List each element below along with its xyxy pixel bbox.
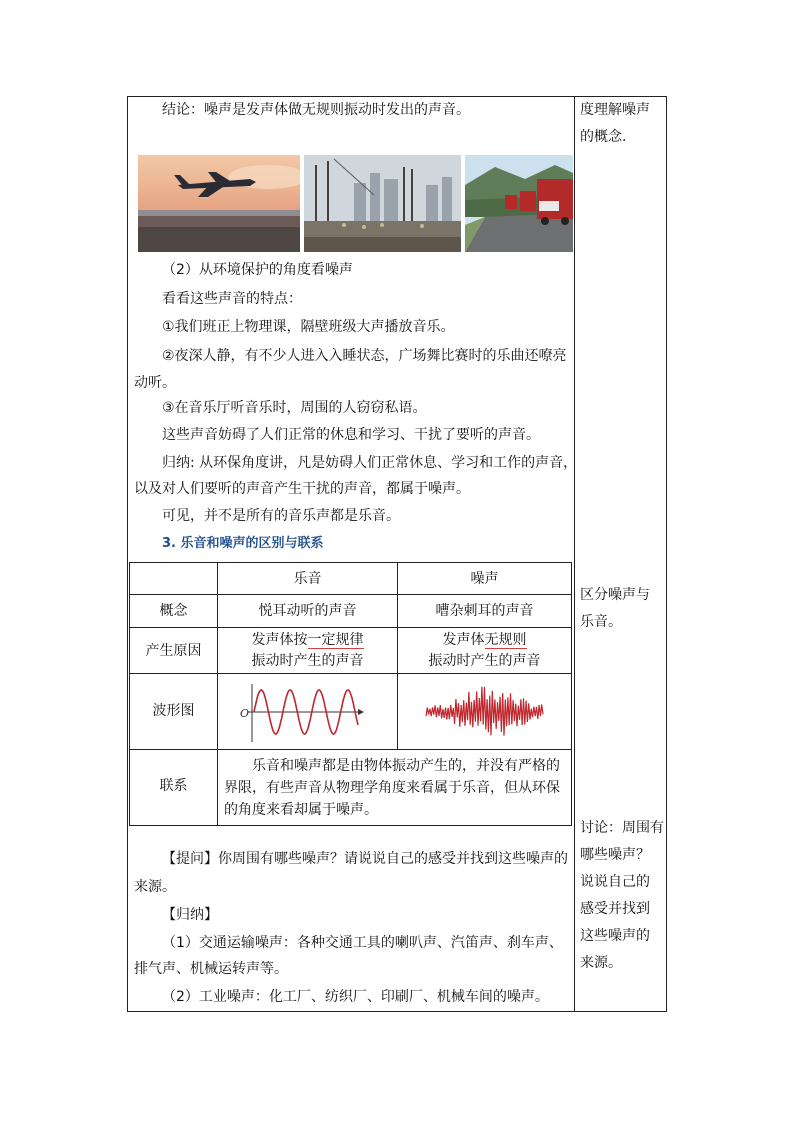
list-item-2: ②夜深人静，有不少人进入入睡状态，广场舞比赛时的乐曲还嘹亮 [162, 348, 567, 364]
cause-label: 产生原因 [145, 643, 202, 659]
cell-cause-music [218, 628, 398, 674]
conclusion-text: 结论：噪声是发声体做无规则振动时发出的声音。 [162, 102, 470, 118]
summary-item-2: （2）工业噪声：化工厂、纺织厂、印刷厂、机械车间的噪声。 [162, 989, 549, 1005]
summary-item-1: （1）交通运输噪声：各种交通工具的喇叭声、汽笛声、刹车声、 [162, 935, 563, 951]
relation-text-line3: 的角度来看却属于噪声。 [224, 802, 378, 818]
cell-waveform-music [218, 674, 398, 750]
concept-noise-text: 嘈杂刺耳的声音 [435, 603, 534, 619]
side-note-discussion-line2: 哪些噪声？ [580, 847, 650, 863]
paragraph-visible: 可见，并不是所有的音乐声都是乐音。 [162, 508, 400, 524]
relation-label: 联系 [159, 778, 188, 794]
side-note-discussion-line6: 来源。 [580, 955, 622, 971]
relation-text-line2: 界限，有些声音从物理学角度来看属于乐音，但从环保 [224, 780, 560, 796]
side-note-distinguish-line2: 乐音。 [580, 614, 622, 630]
subheading-environment: （2）从环境保护的角度看噪声 [162, 262, 353, 278]
comparison-table [129, 562, 572, 826]
paragraph-induce-continued: 以及对人们要听的声音产生干扰的声音，都属于噪声。 [134, 481, 470, 497]
cell-relation-text [218, 750, 571, 825]
question-text-continued: 来源。 [134, 879, 176, 895]
noise-waveform-graph [398, 674, 571, 750]
cause-noise-line1 [398, 630, 571, 651]
construction-site-photo [304, 155, 461, 252]
row-label-concept [130, 595, 218, 628]
side-note-concept-line1: 度理解噪声 [580, 102, 650, 118]
airplane-photo [138, 155, 300, 252]
cause-music-keyword: 一定规律 [307, 632, 364, 648]
side-note-discussion-line3: 说说自己的 [580, 874, 650, 890]
table-header-empty [130, 563, 218, 595]
list-item-2-continued: 动听。 [134, 375, 176, 391]
section-heading-3: 3. 乐音和噪声的区别与联系 [162, 536, 324, 551]
trucks-on-highway-photo [465, 155, 573, 252]
cause-music-line2: 振动时产生的声音 [251, 653, 364, 669]
column-divider [574, 97, 575, 1011]
row-label-waveform [130, 674, 218, 750]
side-note-discussion-line1: 讨论：周围有 [580, 820, 664, 836]
cell-cause-noise [398, 628, 571, 674]
paragraph-hinder: 这些声音妨碍了人们正常的休息和学习、干扰了要听的声音。 [162, 427, 540, 443]
side-note-discussion-line4: 感受并找到 [580, 901, 650, 917]
relation-text-line1: 乐音和噪声都是由物体振动产生的，并没有严格的 [252, 758, 560, 774]
header-music-label: 乐音 [293, 571, 322, 587]
music-waveform-graph [218, 674, 398, 750]
cause-noise-prefix: 发声体 [442, 632, 485, 648]
table-header-music [218, 563, 398, 595]
paragraph-look: 看看这些声音的特点： [162, 291, 302, 307]
cause-music-line1 [218, 630, 397, 651]
cause-music-prefix: 发声体按 [251, 632, 308, 648]
noise-irregular-wave [426, 687, 543, 736]
cause-noise-line2: 振动时产生的声音 [428, 653, 541, 669]
paragraph-induce: 归纳: 从环保角度讲，凡是妨碍人们正常休息、学习和工作的声音， [162, 455, 578, 471]
row-label-cause [130, 628, 218, 674]
concept-label: 概念 [159, 603, 188, 619]
side-note-concept [580, 97, 650, 151]
concept-music-text: 悦耳动听的声音 [258, 603, 357, 619]
side-note-concept-line2: 的概念. [580, 129, 627, 145]
list-item-3: ③在音乐厅听音乐时，周围的人窃窃私语。 [162, 400, 427, 416]
summary-heading: 【归纳】 [162, 907, 218, 923]
side-note-discussion [580, 815, 664, 977]
table-header-noise [398, 563, 571, 595]
origin-label: O [240, 707, 250, 720]
question-text: 【提问】你周围有哪些噪声？请说说自己的感受并找到这些噪声的 [162, 851, 568, 867]
side-note-distinguish-line1: 区分噪声与 [580, 587, 650, 603]
list-item-1: ①我们班正上物理课，隔壁班级大声播放音乐。 [162, 319, 455, 335]
summary-item-1-continued: 排气声、机械运转声等。 [134, 961, 288, 977]
side-note-distinguish [580, 582, 650, 636]
cell-concept-music [218, 595, 398, 628]
cell-waveform-noise [398, 674, 571, 750]
waveform-label: 波形图 [152, 703, 195, 719]
lesson-table [127, 96, 667, 1012]
cause-noise-keyword: 无规则 [484, 632, 527, 648]
row-label-relation [130, 750, 218, 825]
header-noise-label: 噪声 [470, 571, 499, 587]
side-note-discussion-line5: 这些噪声的 [580, 928, 650, 944]
cell-concept-noise [398, 595, 571, 628]
